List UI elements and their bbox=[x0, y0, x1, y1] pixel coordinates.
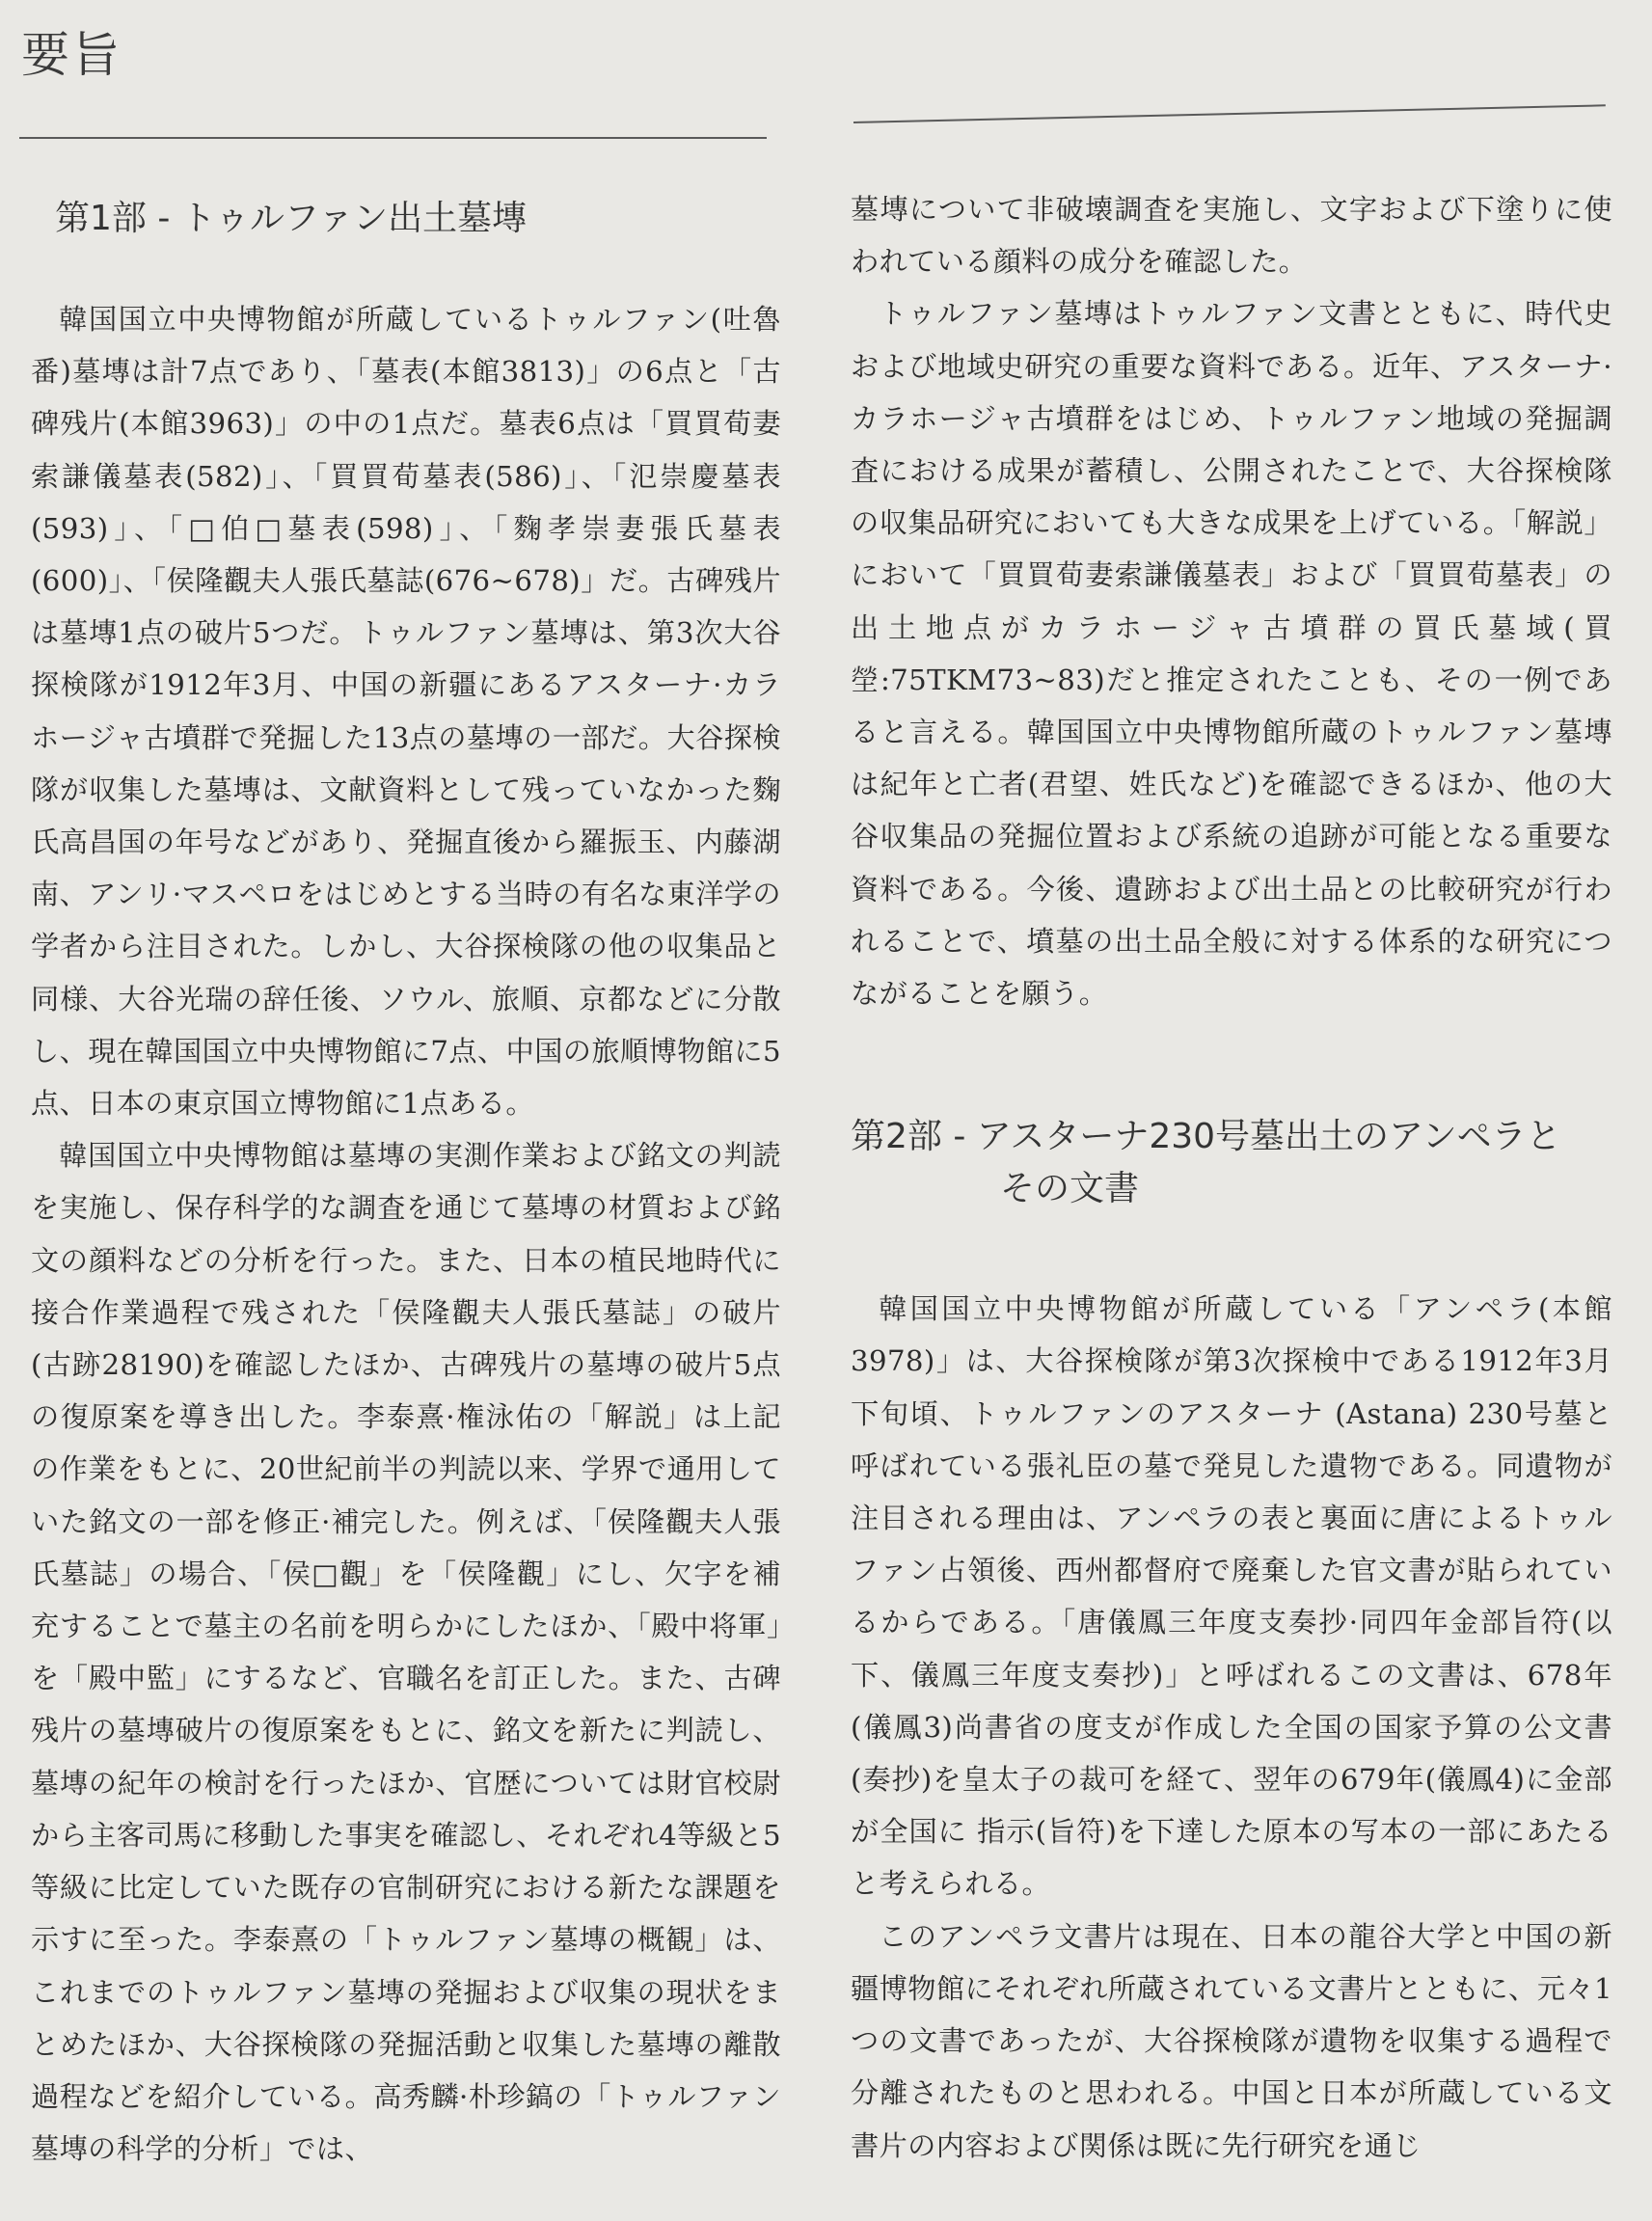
part1-paragraph-1: 韓国国立中央博物館が所蔵しているトゥルファン(吐魯番)墓塼は計7点であり、「墓表(本館3813)」の6点と「古碑残片(本館3963)」の中の1点だ。墓表6点は「買買荀妻索謙儀墓表(582)」、「買買荀墓表(586)」、「氾崇慶墓表(593)」、「□伯□墓表(598)」、「麴孝崇妻張氏墓表(600)」、「侯隆觀夫人張氏墓誌(676~678)」だ。古碑残片は墓塼1点の破片5つだ。トゥルファン墓塼は、第3次大谷探検隊が1912年3月、中国の新疆にあるアスターナ·カラホージャ古墳群で発掘した13点の墓塼の一部だ。大谷探検隊が収集した墓塼は、文献資料として残っていなかった麴氏高昌国の年号などがあり、発掘直後から羅振玉、内藤湖南、アンリ·マスペロをはじめとする当時の有名な東洋学の学者から注目された。しかし、大谷探検隊の他の収集品と同様、大谷光瑞の辞任後、ソウル、旅順、京都などに分散し、現在韓国国立中央博物館に7点、中国の旅順博物館に5点、日本の東京国立博物館に1点ある。 bbox=[31, 303, 781, 1121]
part2-heading-line2: その文書 bbox=[1000, 1169, 1140, 1209]
part1-paragraph-3: トゥルファン墓塼はトゥルファン文書とともに、時代史および地域史研究の重要な資料である。近年、アスターナ·カラホージャ古墳群をはじめ、トゥルファン地域の発掘調査における成果が蓄積し、公開されたことで、大谷探検隊の収集品研究においても大きな成果を上げている。「解説」において「買買荀妻索謙儀墓表」および「買買荀墓表」の出土地点がカラホージャ古墳群の買氏墓域(買塋:75TKM73~83)だと推定されたことも、その一例であると言える。韓国国立中央博物館所蔵のトゥルファン墓塼は紀年と亡者(君望、姓氏など)を確認できるほか、他の大谷収集品の発掘位置および系統の追跡が可能となる重要な資料である。今後、遺跡および出土品との比較研究が行われることで、墳墓の出土品全般に対する体系的な研究につながることを願う。 bbox=[851, 297, 1612, 1011]
part2-paragraph-1: 韓国国立中央博物館が所蔵している「アンペラ(本館3978)」は、大谷探検隊が第3次探検中である1912年3月下旬頃、トゥルファンのアスターナ (Astana) 230号墓と呼ばれている張礼臣の墓で発見した遺物である。同遺物が注目される理由は、アンペラの表と裏面に唐によるトゥルファン占領後、西州都督府で廃棄した官文書が貼られているからである。「唐儀鳳三年度支奏抄·同四年金部旨符(以下、儀鳳三年度支奏抄)」と呼ばれるこの文書は、678年(儀鳳3)尚書省の度支が作成した全国の国家予算の公文書(奏抄)を皇太子の裁可を経て、翌年の679年(儀鳳4)に金部が全国に 指示(旨符)を下達した原本の写本の一部にあたると考えられる。 bbox=[851, 1292, 1612, 1901]
header-rule-right bbox=[853, 104, 1606, 123]
part2-paragraph-2: このアンペラ文書片は現在、日本の龍谷大学と中国の新疆博物館にそれぞれ所蔵されている文書片とともに、元々1つの文書であったが、大谷探検隊が遺物を収集する過程で分離されたものと思われる。中国と日本が所蔵している文書片の内容および関係は既に先行研究を通じ bbox=[851, 1919, 1612, 2162]
right-column bbox=[851, 183, 1612, 2172]
part1-heading: 第1部 - トゥルファン出土墓塼 bbox=[55, 199, 528, 238]
page-title: 要旨 bbox=[21, 27, 122, 83]
header-rule-left bbox=[19, 137, 767, 139]
part2-heading-line1: 第2部 - アスターナ230号墓出土のアンペラと bbox=[851, 1117, 1561, 1157]
part1-paragraph-2: 韓国国立中央博物館は墓塼の実測作業および銘文の判読を実施し、保存科学的な調査を通じて墓塼の材質および銘文の顔料などの分析を行った。また、日本の植民地時代に接合作業過程で残された「侯隆觀夫人張氏墓誌」の破片(古跡28190)を確認したほか、古碑残片の墓塼の破片5点の復原案を導き出した。李泰熹·権泳佑の「解説」は上記の作業をもとに、20世紀前半の判読以来、学界で通用していた銘文の一部を修正·補完した。例えば、「侯隆觀夫人張氏墓誌」の場合、「侯□觀」を「侯隆觀」にし、欠字を補充することで墓主の名前を明らかにしたほか、「殿中将軍」を「殿中監」にするなど、官職名を訂正した。また、古碑残片の墓塼破片の復原案をもとに、銘文を新たに判読し、墓塼の紀年の検討を行ったほか、官歴については財官校尉から主客司馬に移動した事実を確認し、それぞれ4等級と5等級に比定していた既存の官制研究における新たな課題を示すに至った。李泰熹の「トゥルファン墓塼の概観」は、これまでのトゥルファン墓塼の発掘および収集の現状をまとめたほか、大谷探検隊の発掘活動と収集した墓塼の離散過程などを紹介している。高秀麟·朴珍鎬の「トゥルファン墓塼の科学的分析」では、 bbox=[31, 1139, 781, 2166]
section-spacer bbox=[851, 1019, 1612, 1111]
part1-paragraph-2-continued: 墓塼について非破壊調査を実施し、文字および下塗りに使われている顔料の成分を確認した。 bbox=[851, 193, 1612, 279]
left-column bbox=[31, 193, 781, 2175]
